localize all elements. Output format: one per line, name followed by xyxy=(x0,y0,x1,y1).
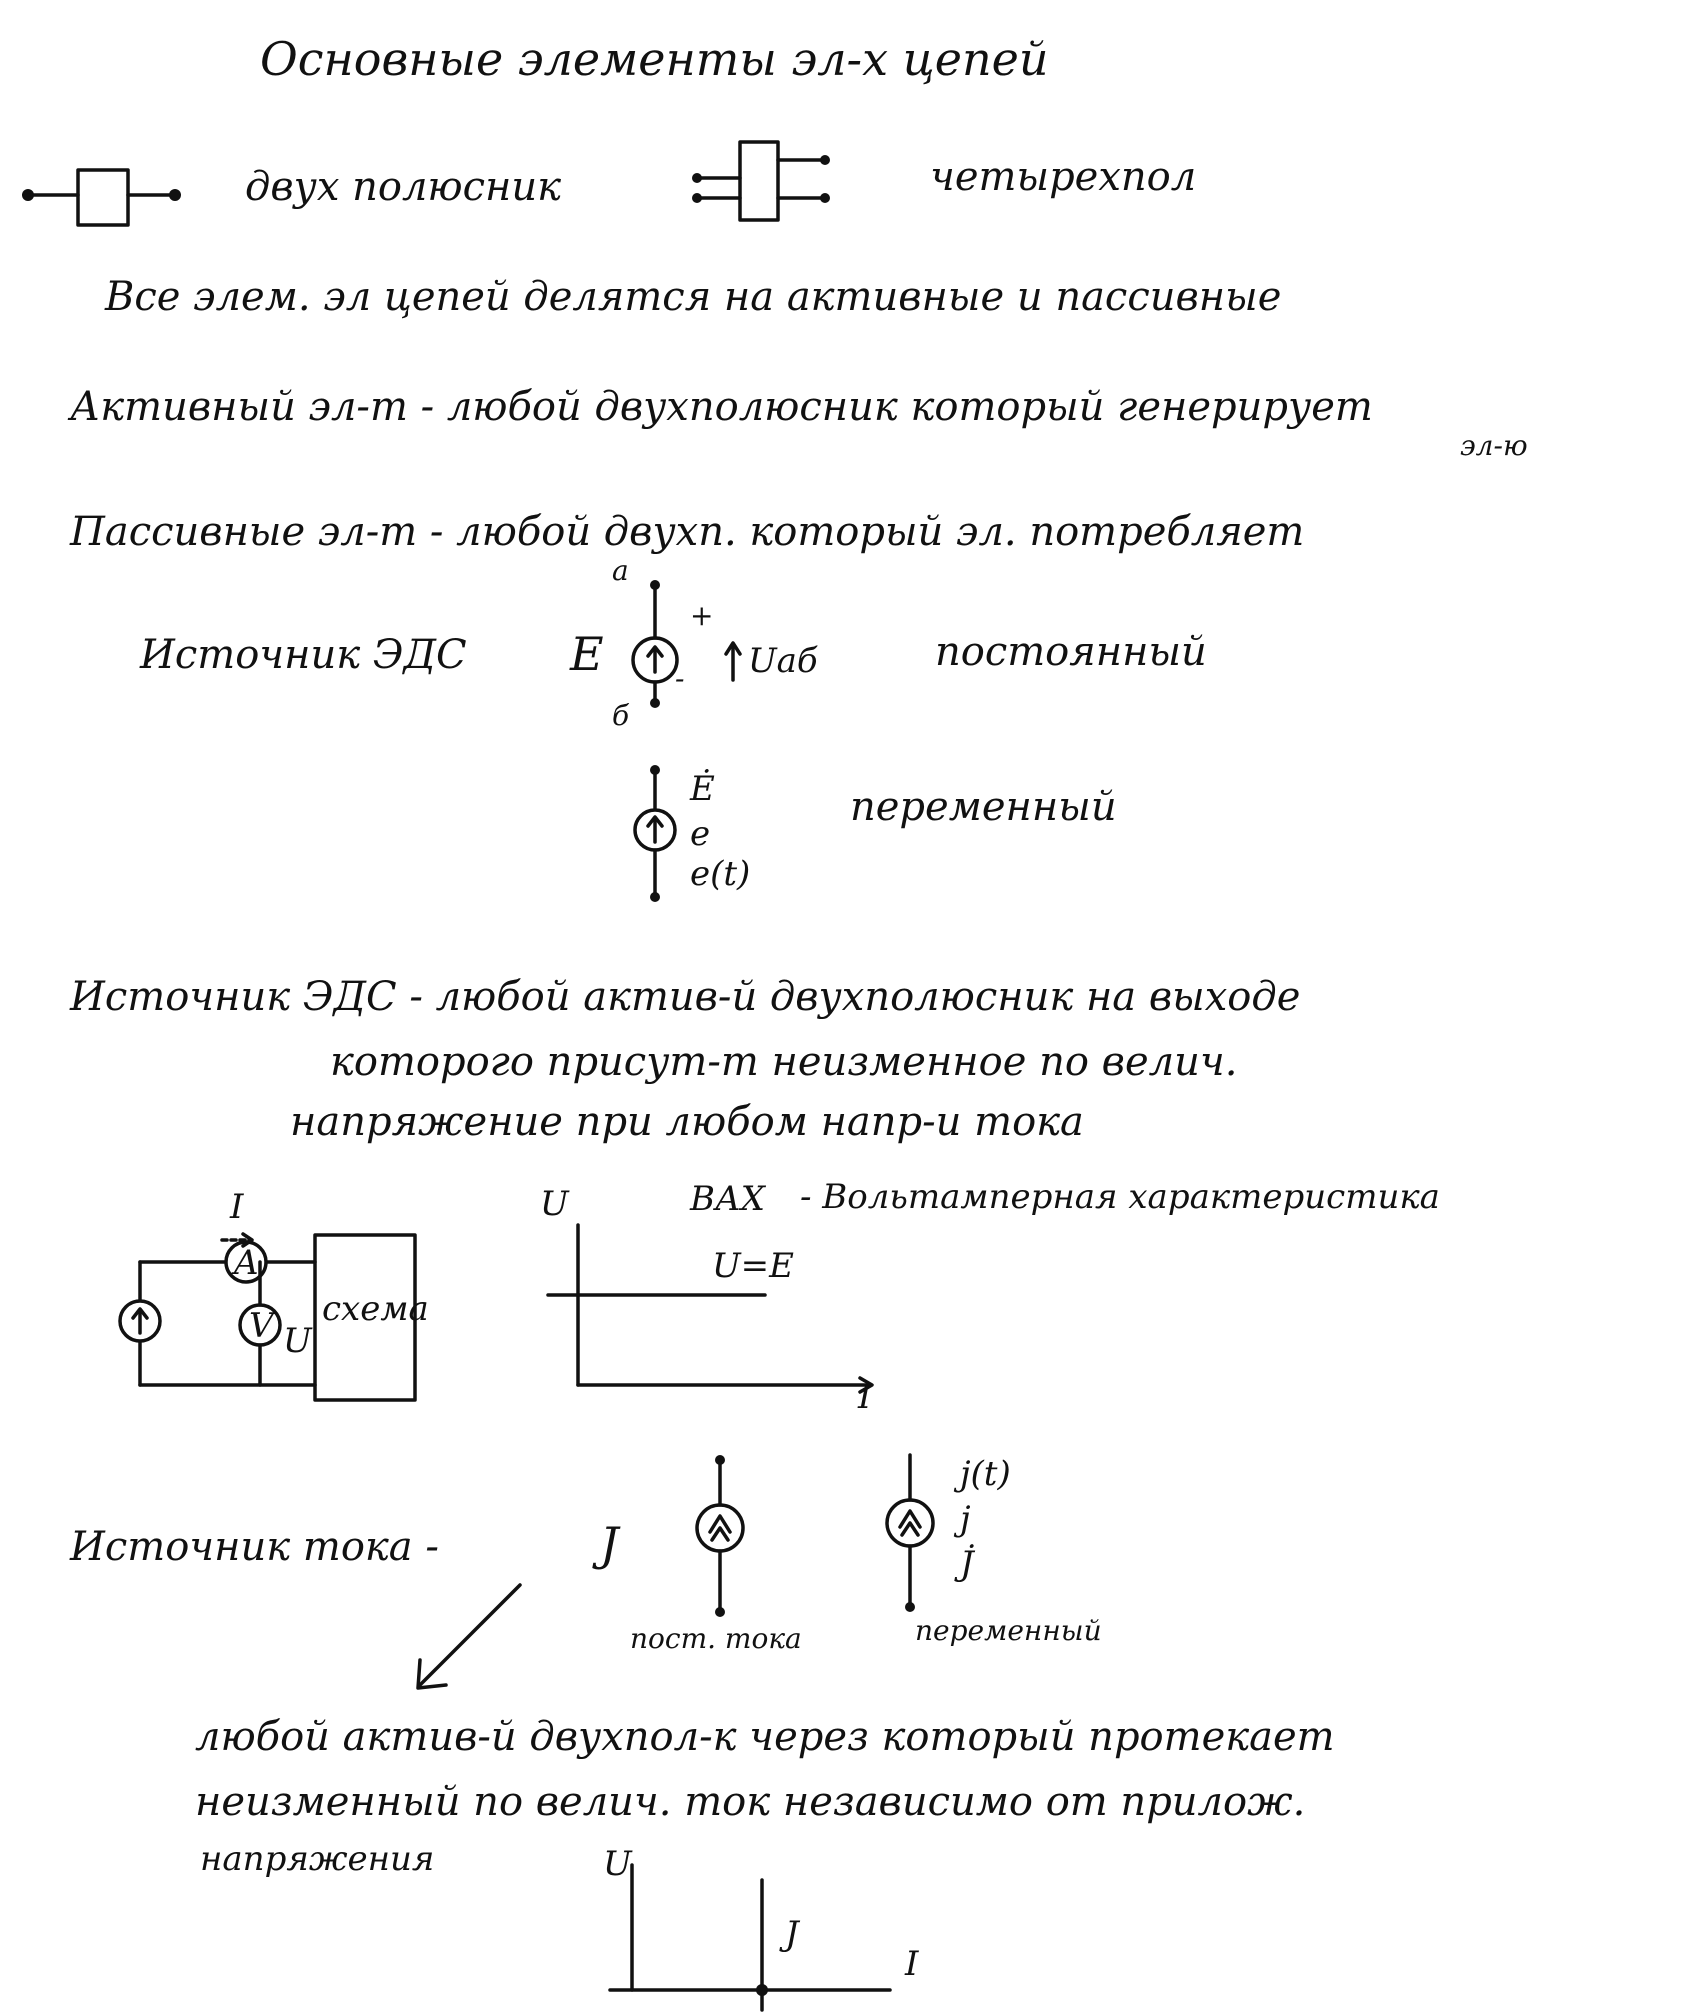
four-terminal-label: четырехпол xyxy=(930,154,1197,200)
voltmeter-label: V xyxy=(249,1306,274,1346)
four-terminal-symbol xyxy=(692,142,830,220)
constant-label: постоянный xyxy=(935,629,1207,675)
minus-sign: - xyxy=(675,662,685,695)
current-definition-line-3: напряжения xyxy=(200,1839,435,1879)
current-source-constant-symbol xyxy=(697,1455,743,1617)
variable-current-label: переменный xyxy=(915,1614,1102,1647)
plus-sign: + xyxy=(690,599,714,632)
two-terminal-symbol xyxy=(22,170,181,225)
current-source-variable-symbol xyxy=(887,1455,933,1612)
u-equals-e-label: U=E xyxy=(712,1246,794,1286)
current-definition-line-1: любой актив-й двухпол-к через который протекает xyxy=(195,1714,1335,1760)
emf-definition-line-2: которого присут-т неизменное по велич. xyxy=(330,1039,1238,1085)
scheme-box-label: схема xyxy=(322,1289,429,1329)
vax-label: ВАХ xyxy=(690,1179,765,1219)
var-e-dot: Ė xyxy=(690,769,715,809)
j-symbol: J xyxy=(600,1517,619,1571)
current-source-label: Источник тока - xyxy=(70,1524,439,1570)
emf-source-label: Источник ЭДС xyxy=(140,632,467,678)
constant-current-label: пост. тока xyxy=(630,1622,802,1655)
j-lower-label: j xyxy=(960,1499,971,1539)
node-b-label: б xyxy=(612,699,630,732)
u-ab-label: Uаб xyxy=(748,641,818,681)
two-terminal-label: двух полюсник xyxy=(245,164,562,210)
circuit-u-label: U xyxy=(283,1321,312,1361)
ammeter-label: A xyxy=(234,1243,259,1283)
emf-definition-line-3: напряжение при любом напр-и тока xyxy=(290,1099,1084,1145)
pointer-arrow-icon xyxy=(418,1585,520,1688)
current-definition-line-2: неизменный по велич. ток независимо от прилож. xyxy=(195,1779,1306,1825)
vax-u-axis-label: U xyxy=(540,1184,569,1224)
circuit-current-label: I xyxy=(230,1187,244,1227)
vax2-j-label: J xyxy=(785,1914,799,1954)
vax2-u-axis-label: U xyxy=(603,1844,632,1884)
emf-symbol: E xyxy=(570,627,604,681)
j-t-label: j(t) xyxy=(960,1454,1011,1494)
node-a-label: а xyxy=(612,554,629,587)
vax-i-axis-label: I xyxy=(858,1377,872,1417)
vax2-i-axis-label: I xyxy=(905,1944,919,1984)
passive-definition: Пассивные эл-т - любой двухп. который эл. потребляет xyxy=(70,509,1305,555)
var-e: e xyxy=(690,814,711,854)
j-dot-label: J̇ xyxy=(960,1544,974,1584)
u-ab-arrow-icon xyxy=(726,643,740,680)
divide-line: Все элем. эл цепей делятся на активные и пассивные xyxy=(105,274,1282,320)
vax-graph-current xyxy=(610,1865,890,2010)
active-definition-tail: эл-ю xyxy=(1460,429,1528,462)
emf-source-symbol xyxy=(633,580,677,708)
vax-graph-emf xyxy=(548,1225,872,1392)
emf-definition-line-1: Источник ЭДС - любой актив-й двухполюсник на выходе xyxy=(70,974,1301,1020)
emf-variable-symbol xyxy=(635,765,675,902)
active-definition: Активный эл-т - любой двухполюсник который генерирует xyxy=(70,384,1373,430)
vax-full-label: - Вольтамперная характеристика xyxy=(800,1177,1440,1217)
variable-label: переменный xyxy=(850,784,1117,830)
page-title: Основные элементы эл-х цепей xyxy=(260,32,1049,86)
var-e-t: e(t) xyxy=(690,854,751,894)
